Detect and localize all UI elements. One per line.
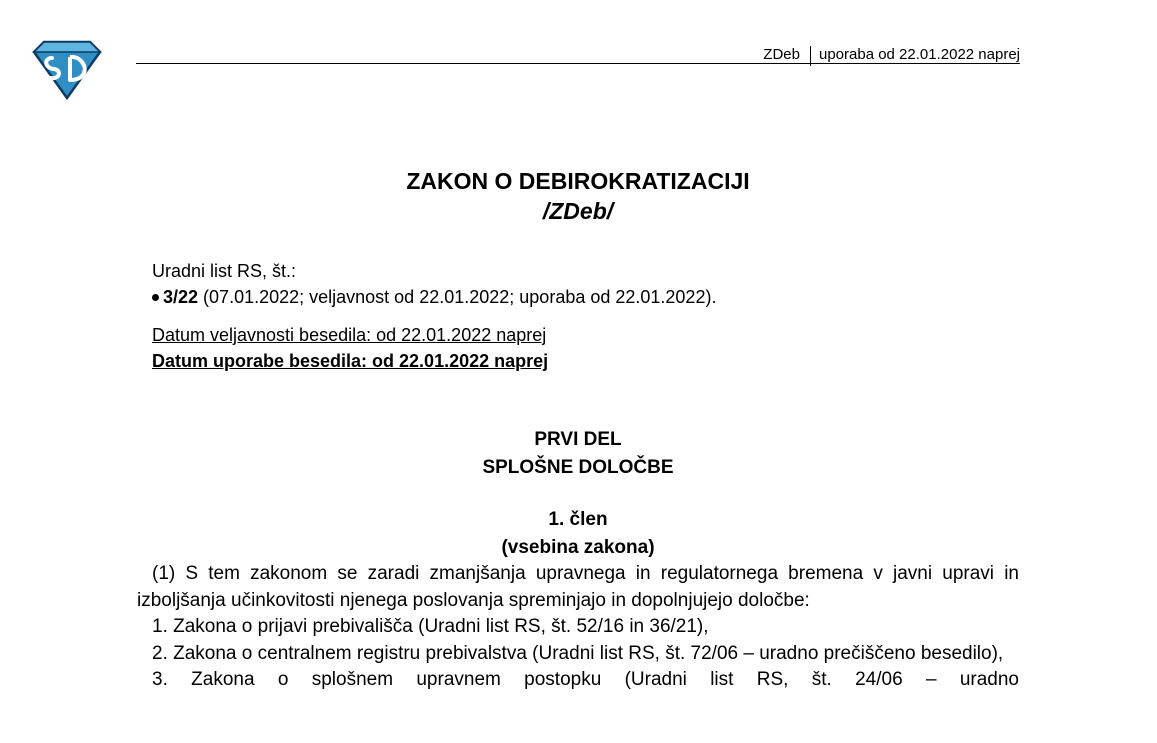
part-heading: [136, 426, 1020, 482]
bullet-icon: [152, 294, 159, 301]
running-header: [763, 44, 1020, 64]
application-date: Datum uporabe besedila: od 22.01.2022 naprej: [152, 351, 549, 371]
header-rule: [136, 63, 1020, 64]
logo: [30, 40, 104, 100]
list-item: 1. Zakona o prijavi prebivališča (Uradni list RS, št. 52/16 in 36/21),: [152, 616, 709, 637]
document-title: [136, 166, 1020, 226]
header-abbr: ZDeb: [763, 45, 800, 63]
diamond-logo-icon: [30, 40, 104, 100]
part-title: SPLOŠNE DOLOČBE: [482, 457, 674, 478]
title-abbr: /ZDeb/: [542, 198, 614, 224]
title-main: ZAKON O DEBIROKRATIZACIJI: [406, 168, 750, 194]
list-item: 2. Zakona o centralnem registru prebivalstva (Uradni list RS, št. 72/06 – uradno prečiščeno besedilo),: [152, 642, 1004, 664]
article-heading: [136, 506, 1020, 562]
article-body: [137, 561, 1019, 694]
gazette-label: Uradni list RS, št.:: [152, 261, 297, 281]
part-number: PRVI DEL: [534, 429, 622, 450]
paragraph-1: (1) S tem zakonom se zaradi zmanjšanja upravnega in regulatornega bremena v javni upravi in izboljšanja učinkovitosti njenega poslovanja spreminjajo in dopolnjujejo določbe:: [137, 563, 1019, 611]
gazette-entry-details: (07.01.2022; veljavnost od 22.01.2022; uporaba od 22.01.2022).: [198, 287, 717, 307]
article-number: 1. člen: [548, 509, 608, 530]
list-item: 3. Zakona o splošnem upravnem postopku (Uradni list RS, št. 24/06 – uradno: [152, 669, 1019, 690]
header-application-date: uporaba od 22.01.2022 naprej: [818, 45, 1020, 63]
gazette-info: [152, 258, 716, 310]
validity-date: Datum veljavnosti besedila: od 22.01.2022 naprej: [152, 325, 547, 345]
gazette-entry: [152, 284, 716, 310]
gazette-entry-number[interactable]: 3/22: [163, 287, 199, 307]
article-title: (vsebina zakona): [501, 537, 655, 558]
text-dates: [152, 322, 548, 374]
